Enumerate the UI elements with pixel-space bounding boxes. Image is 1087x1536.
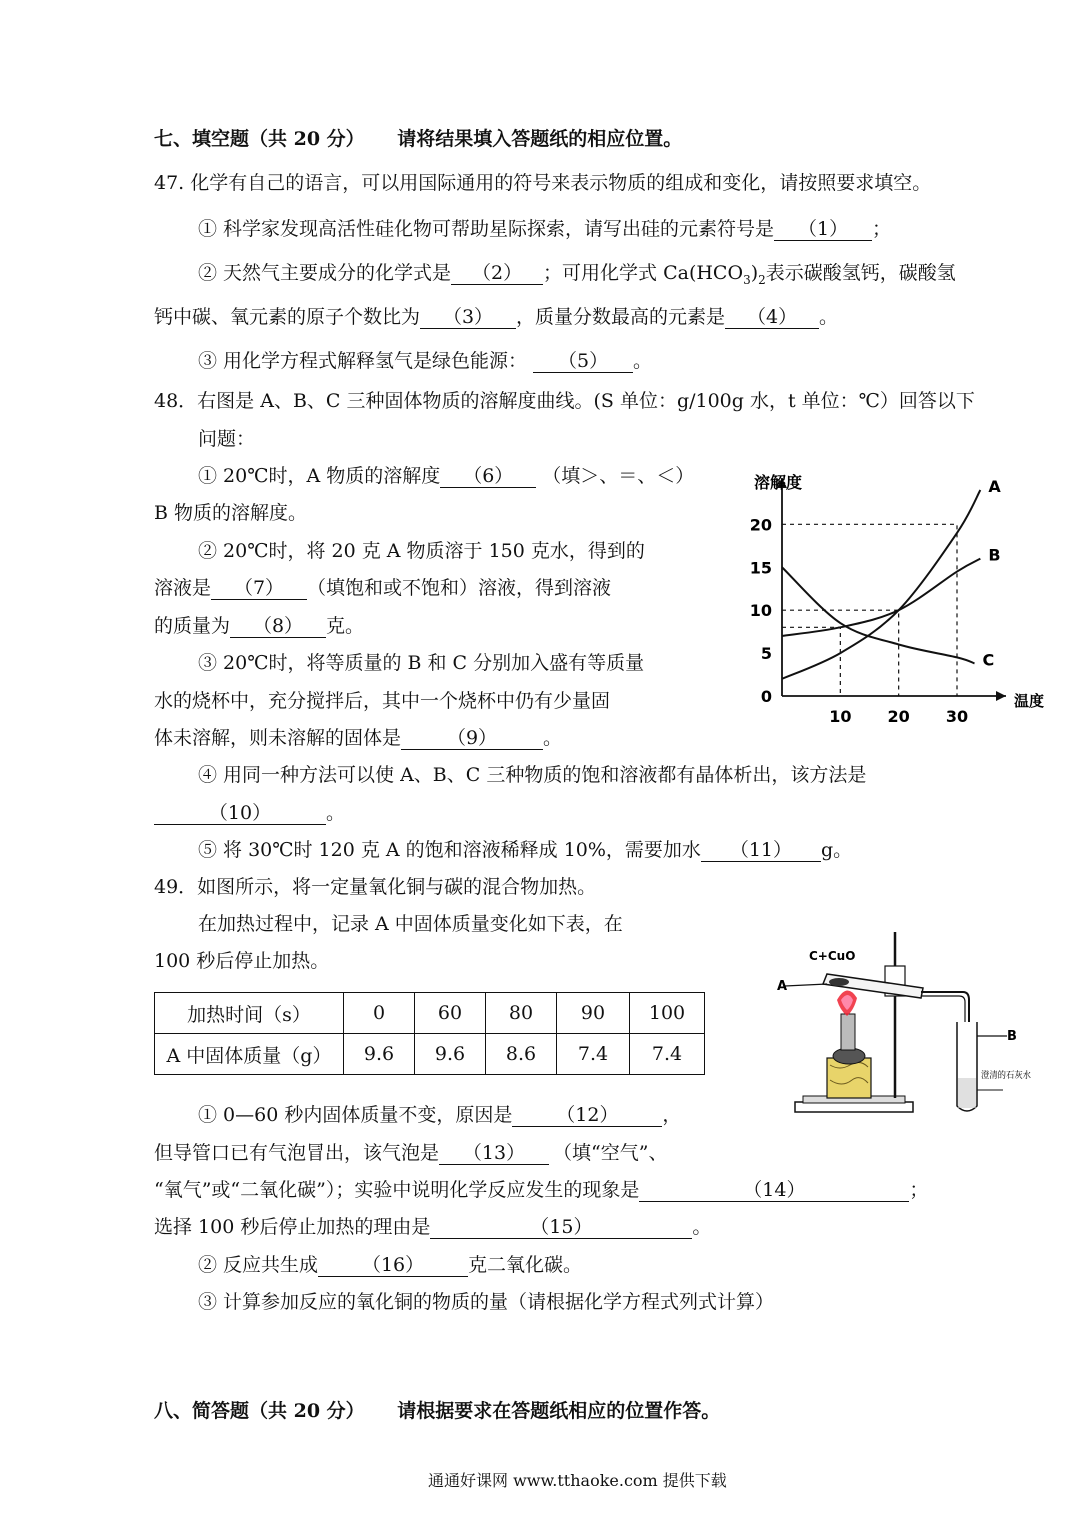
guide-line xyxy=(782,627,840,696)
section-8-title: 八、简答题（共 20 分） xyxy=(154,1400,365,1422)
answer-blank-1[interactable]: （1） xyxy=(774,219,872,241)
answer-blank-14[interactable]: （14） xyxy=(639,1180,909,1202)
y-axis-title: 溶解度 xyxy=(754,473,803,492)
series-label-a: A xyxy=(988,477,1001,496)
table-cell: 8.6 xyxy=(486,1034,557,1075)
table-cell: 90 xyxy=(557,993,630,1034)
q49-intro-line1: 在加热过程中，记录 A 中固体质量变化如下表，在 xyxy=(198,913,623,935)
answer-blank-13[interactable]: （13） xyxy=(439,1143,549,1165)
q47-part1: ① 科学家发现高活性硅化物可帮助星际探索，请写出硅的元素符号是 （1） ； xyxy=(198,218,892,240)
label-limewater: 澄清的石灰水 xyxy=(981,1071,1036,1081)
answer-blank-6[interactable]: （6） xyxy=(440,466,536,488)
q49-part3: ③ 计算参加反应的氧化铜的物质的量（请根据化学方程式列式计算） xyxy=(198,1291,775,1313)
q48-part2-line1: ② 20℃时，将 20 克 A 物质溶于 150 克水，得到的 xyxy=(198,540,645,562)
y-tick-label: 10 xyxy=(749,601,772,621)
q49-stem: 49．如图所示，将一定量氧化铜与碳的混合物加热。 xyxy=(154,876,597,898)
q48-part3-line3: 体未溶解，则未溶解的固体是 （9） 。 xyxy=(154,727,563,749)
q48-stem-cont: 问题： xyxy=(198,428,256,450)
x-axis-title: 温度 xyxy=(1014,692,1045,710)
table-cell: 7.4 xyxy=(630,1034,705,1075)
y-tick-label: 20 xyxy=(749,515,772,535)
q49-intro-line2: 100 秒后停止加热。 xyxy=(154,950,330,972)
table-cell: 100 xyxy=(630,993,705,1034)
table-cell: 0 xyxy=(344,993,415,1034)
q48-part3-line1: ③ 20℃时，将等质量的 B 和 C 分别加入盛有等质量 xyxy=(198,652,645,674)
table-cell: 60 xyxy=(415,993,486,1034)
table-cell: 9.6 xyxy=(415,1034,486,1075)
section-8-instruction: 请根据要求在答题纸相应的位置作答。 xyxy=(397,1400,721,1422)
q49-part1-line1: ① 0—60 秒内固体质量不变，原因是 （12） ， xyxy=(198,1104,682,1126)
table-cell: 加热时间（s） xyxy=(155,993,344,1034)
q48-part3-line2: 水的烧杯中，充分搅拌后，其中一个烧杯中仍有少量固 xyxy=(154,690,611,712)
series-label-c: C xyxy=(982,650,995,670)
answer-blank-11[interactable]: （11） xyxy=(701,840,821,862)
table-row-header xyxy=(155,993,705,1034)
test-tube-a xyxy=(823,974,923,998)
label-a: A xyxy=(777,979,788,994)
section-7-instruction: 请将结果填入答题纸的相应位置。 xyxy=(397,128,683,150)
section-7-title: 七、填空题（共 20 分） xyxy=(154,128,365,150)
q49-part1-line3: “氧气”或“二氧化碳”）；实验中说明化学反应发生的现象是 （14） ； xyxy=(154,1179,929,1201)
table-row xyxy=(155,1034,705,1075)
q48-part2-line2: 溶液是 （7） （填饱和或不饱和）溶液，得到溶液 xyxy=(154,577,612,599)
q49-part1-line4: 选择 100 秒后停止加热的理由是 （15） 。 xyxy=(154,1216,712,1238)
x-axis-arrow xyxy=(996,691,1006,701)
y-tick-label: 15 xyxy=(749,558,772,578)
series-line-c xyxy=(782,567,975,663)
answer-blank-2[interactable]: （2） xyxy=(451,263,543,285)
series-line-a xyxy=(782,490,980,679)
answer-blank-4[interactable]: （4） xyxy=(725,307,819,329)
q47-part3: ③ 用化学方程式解释氢气是绿色能源： （5） 。 xyxy=(198,350,653,372)
q48-stem: 48．右图是 A、B、C 三种固体物质的溶解度曲线。(S 单位：g/100g 水，t 单位：℃）回答以下 xyxy=(154,390,975,412)
answer-blank-7[interactable]: （7） xyxy=(211,578,307,600)
label-mixture: C+CuO xyxy=(809,949,856,963)
series-label-b: B xyxy=(988,545,1001,565)
apparatus-diagram xyxy=(775,930,1035,1120)
q49-part1-line2: 但导管口已有气泡冒出，该气泡是 （13） （填“空气”、 xyxy=(154,1142,668,1164)
q47-stem: 47. 化学有自己的语言，可以用国际通用的符号来表示物质的组成和变化，请按照要求填空。 xyxy=(154,172,932,194)
q49-part2: ② 反应共生成 （16） 克二氧化碳。 xyxy=(198,1254,583,1276)
x-tick-label: 20 xyxy=(887,707,910,726)
x-tick-label: 10 xyxy=(829,707,852,726)
q47-part2-line2: 钙中碳、氧元素的原子个数比为 （3） ，质量分数最高的元素是 （4） 。 xyxy=(154,306,839,328)
q48-part5: ⑤ 将 30℃时 120 克 A 的饱和溶液稀释成 10%，需要加水 （11） g。 xyxy=(198,839,853,861)
answer-blank-3[interactable]: （3） xyxy=(420,307,516,329)
q48-part4-line1: ④ 用同一种方法可以使 A、B、C 三种物质的饱和溶液都有晶体析出，该方法是 xyxy=(198,764,867,786)
section-7-heading xyxy=(154,124,682,151)
table-cell: 9.6 xyxy=(344,1034,415,1075)
label-b: B xyxy=(1007,1029,1017,1044)
table-cell: 7.4 xyxy=(557,1034,630,1075)
answer-blank-12[interactable]: （12） xyxy=(512,1105,662,1127)
q48-part1-cont: B 物质的溶解度。 xyxy=(154,502,308,524)
solubility-chart xyxy=(740,468,1045,730)
x-tick-label: 30 xyxy=(945,707,969,726)
q47-part2-line1: ② 天然气主要成分的化学式是 （2） ；可用化学式 $Ca(HCO_3)_2$表示碳酸氢钙，碳酸氢 xyxy=(198,262,956,287)
y-tick-label: 0 xyxy=(760,687,772,706)
table-cell: A 中固体质量（g） xyxy=(155,1034,344,1075)
answer-blank-16[interactable]: （16） xyxy=(318,1255,468,1277)
answer-blank-15[interactable]: （15） xyxy=(430,1217,692,1239)
answer-blank-5[interactable]: （5） xyxy=(533,351,633,373)
y-tick-label: 5 xyxy=(760,644,772,664)
answer-blank-9[interactable]: （9） xyxy=(401,728,543,750)
mass-table xyxy=(154,992,705,1075)
q48-part4-line2: （10） 。 xyxy=(154,798,345,825)
answer-blank-10[interactable]: （10） xyxy=(154,803,326,825)
table-cell: 80 xyxy=(486,993,557,1034)
q48-part2-line3: 的质量为 （8） 克。 xyxy=(154,615,365,637)
q48-part1: ① 20℃时，A 物质的溶解度 （6） （填＞、＝、＜） xyxy=(198,465,695,487)
lamp-wick xyxy=(841,1014,855,1050)
answer-blank-8[interactable]: （8） xyxy=(230,616,326,638)
section-8-heading xyxy=(154,1396,720,1423)
footer: 通通好课网 www.tthaoke.com 提供下载 xyxy=(428,1471,727,1490)
